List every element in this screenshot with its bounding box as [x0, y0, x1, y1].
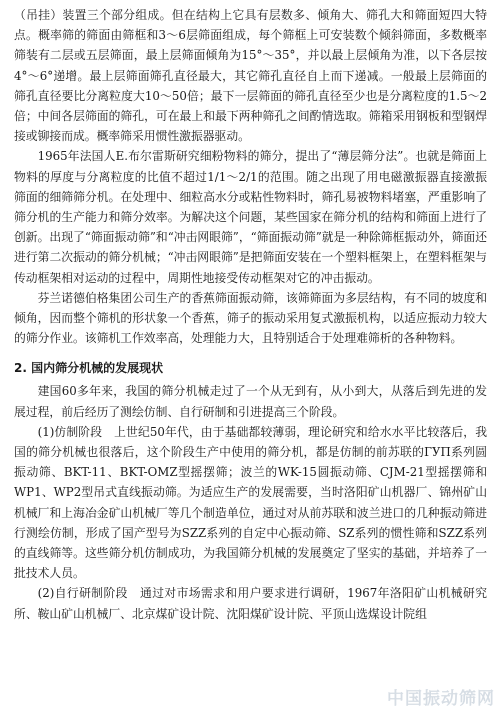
paragraph-thin-layer-screening: 1965年法国人E.布尔雷斯研究细粉物料的筛分，提出了“薄层筛分法”。也就是筛面上物料的厚度与分离粒度的比值不超过1/1～2/1的范围。随之出现了用电磁激振器直接激振筛面的细筛筛分机。在处理中、细粒高水分或粘性物料时，筛孔易被物料堵塞，严重影响了筛分机的生产能力和筛分效率。为解决这个问题，某些国家在筛分机的结构和筛面上进行了创新。出现了“筛面振动筛”和“冲击网眼筛”，“筛面振动筛”就是一种除筛框振动外，筛面还进行第二次振动的筛分机械；“冲击网眼筛”是把筛面安装在一个塑料框架上，在塑料框架与传动框架相对运动的过程中，周期性地接受传动框架对它的冲击振动。: [14, 149, 487, 285]
paragraph-independent-development: (2)自行研制阶段 通过对市场需求和用户要求进行调研，1967年洛阳矿山机械研究所、鞍山矿山机械厂、北京煤矿设计院、沈阳煤矿设计院、平顶山选煤设计院组: [14, 586, 487, 621]
paragraph-imitation-stage: (1)仿制阶段 上世纪50年代，由于基础都较薄弱，理论研究和给水水平比较落后，我国的筛分机械也很落后，这个阶段生产中使用的筛分机，都是仿制的前苏联的ГУП系列圆振动筛、BKT-11、BKT-OMZ型摇摆筛；波兰的WK-15圆振动筛、CJM-21型摇摆筛和WP1、WP2型吊式直线振动筛。为适应生产的发展需要，当时洛阳矿山机器厂、锦州矿山机械厂和上海冶金矿山机械厂等几个制造单位，通过对从前苏联和波兰进口的几种振动筛进行测绘仿制，形成了国产型号为SZZ系列的自定中心振动筛、SZ系列的惯性筛和SZZ系列的直线筛等。这些筛分机仿制成功，为我国筛分机械的发展奠定了坚实的基础，并培养了一批技术人员。: [14, 424, 487, 581]
paragraph-banana-screen: 芬兰诺德伯格集团公司生产的香蕉筛面振动筛，该筛筛面为多层结构，有不同的坡度和倾角，因而整个筛机的形状象一个香蕉，筛子的振动采用复式激振机构，以适应振动力较大的筛分作业。该筛机工作效率高，处理能力大，且特别适合于处理难筛析的各种物料。: [14, 290, 487, 346]
paragraph-probability-screen: （吊挂）装置三个部分组成。但在结构上它具有层数多、倾角大、筛孔大和筛面短四大特点。概率筛的筛面由筛框和3～6层筛面组成，每个筛框上可安装数个倾斜筛面，多数概率筛装有二层或五层筛面，最上层筛面倾角为15°～35°，并以最上层倾角为准，以下各层按4°～6°递增。最上层筛面筛孔直径最大，其它筛孔直径自上而下递减。一般最上层筛面的筛孔直径要比分离粒度大10～50倍；最下一层筛面的筛孔直径至少也是分离粒度的1.5～2倍；中间各层筛面的筛孔，可在最上和最下两种筛孔之间酌情选取。筛箱采用钢板和型钢焊接或铆接而成。概率筛采用惯性激振器驱动。: [14, 8, 487, 144]
section-heading: 2. 国内筛分机械的发展现状: [14, 361, 164, 376]
watermark-logo: 中国振动筛网: [387, 689, 495, 709]
paragraph-domestic-overview: 建国60多年来，我国的筛分机械走过了一个从无到有，从小到大，从落后到先进的发展过程，前后经历了测绘仿制、自行研制和引进提高三个阶段。: [14, 384, 487, 419]
